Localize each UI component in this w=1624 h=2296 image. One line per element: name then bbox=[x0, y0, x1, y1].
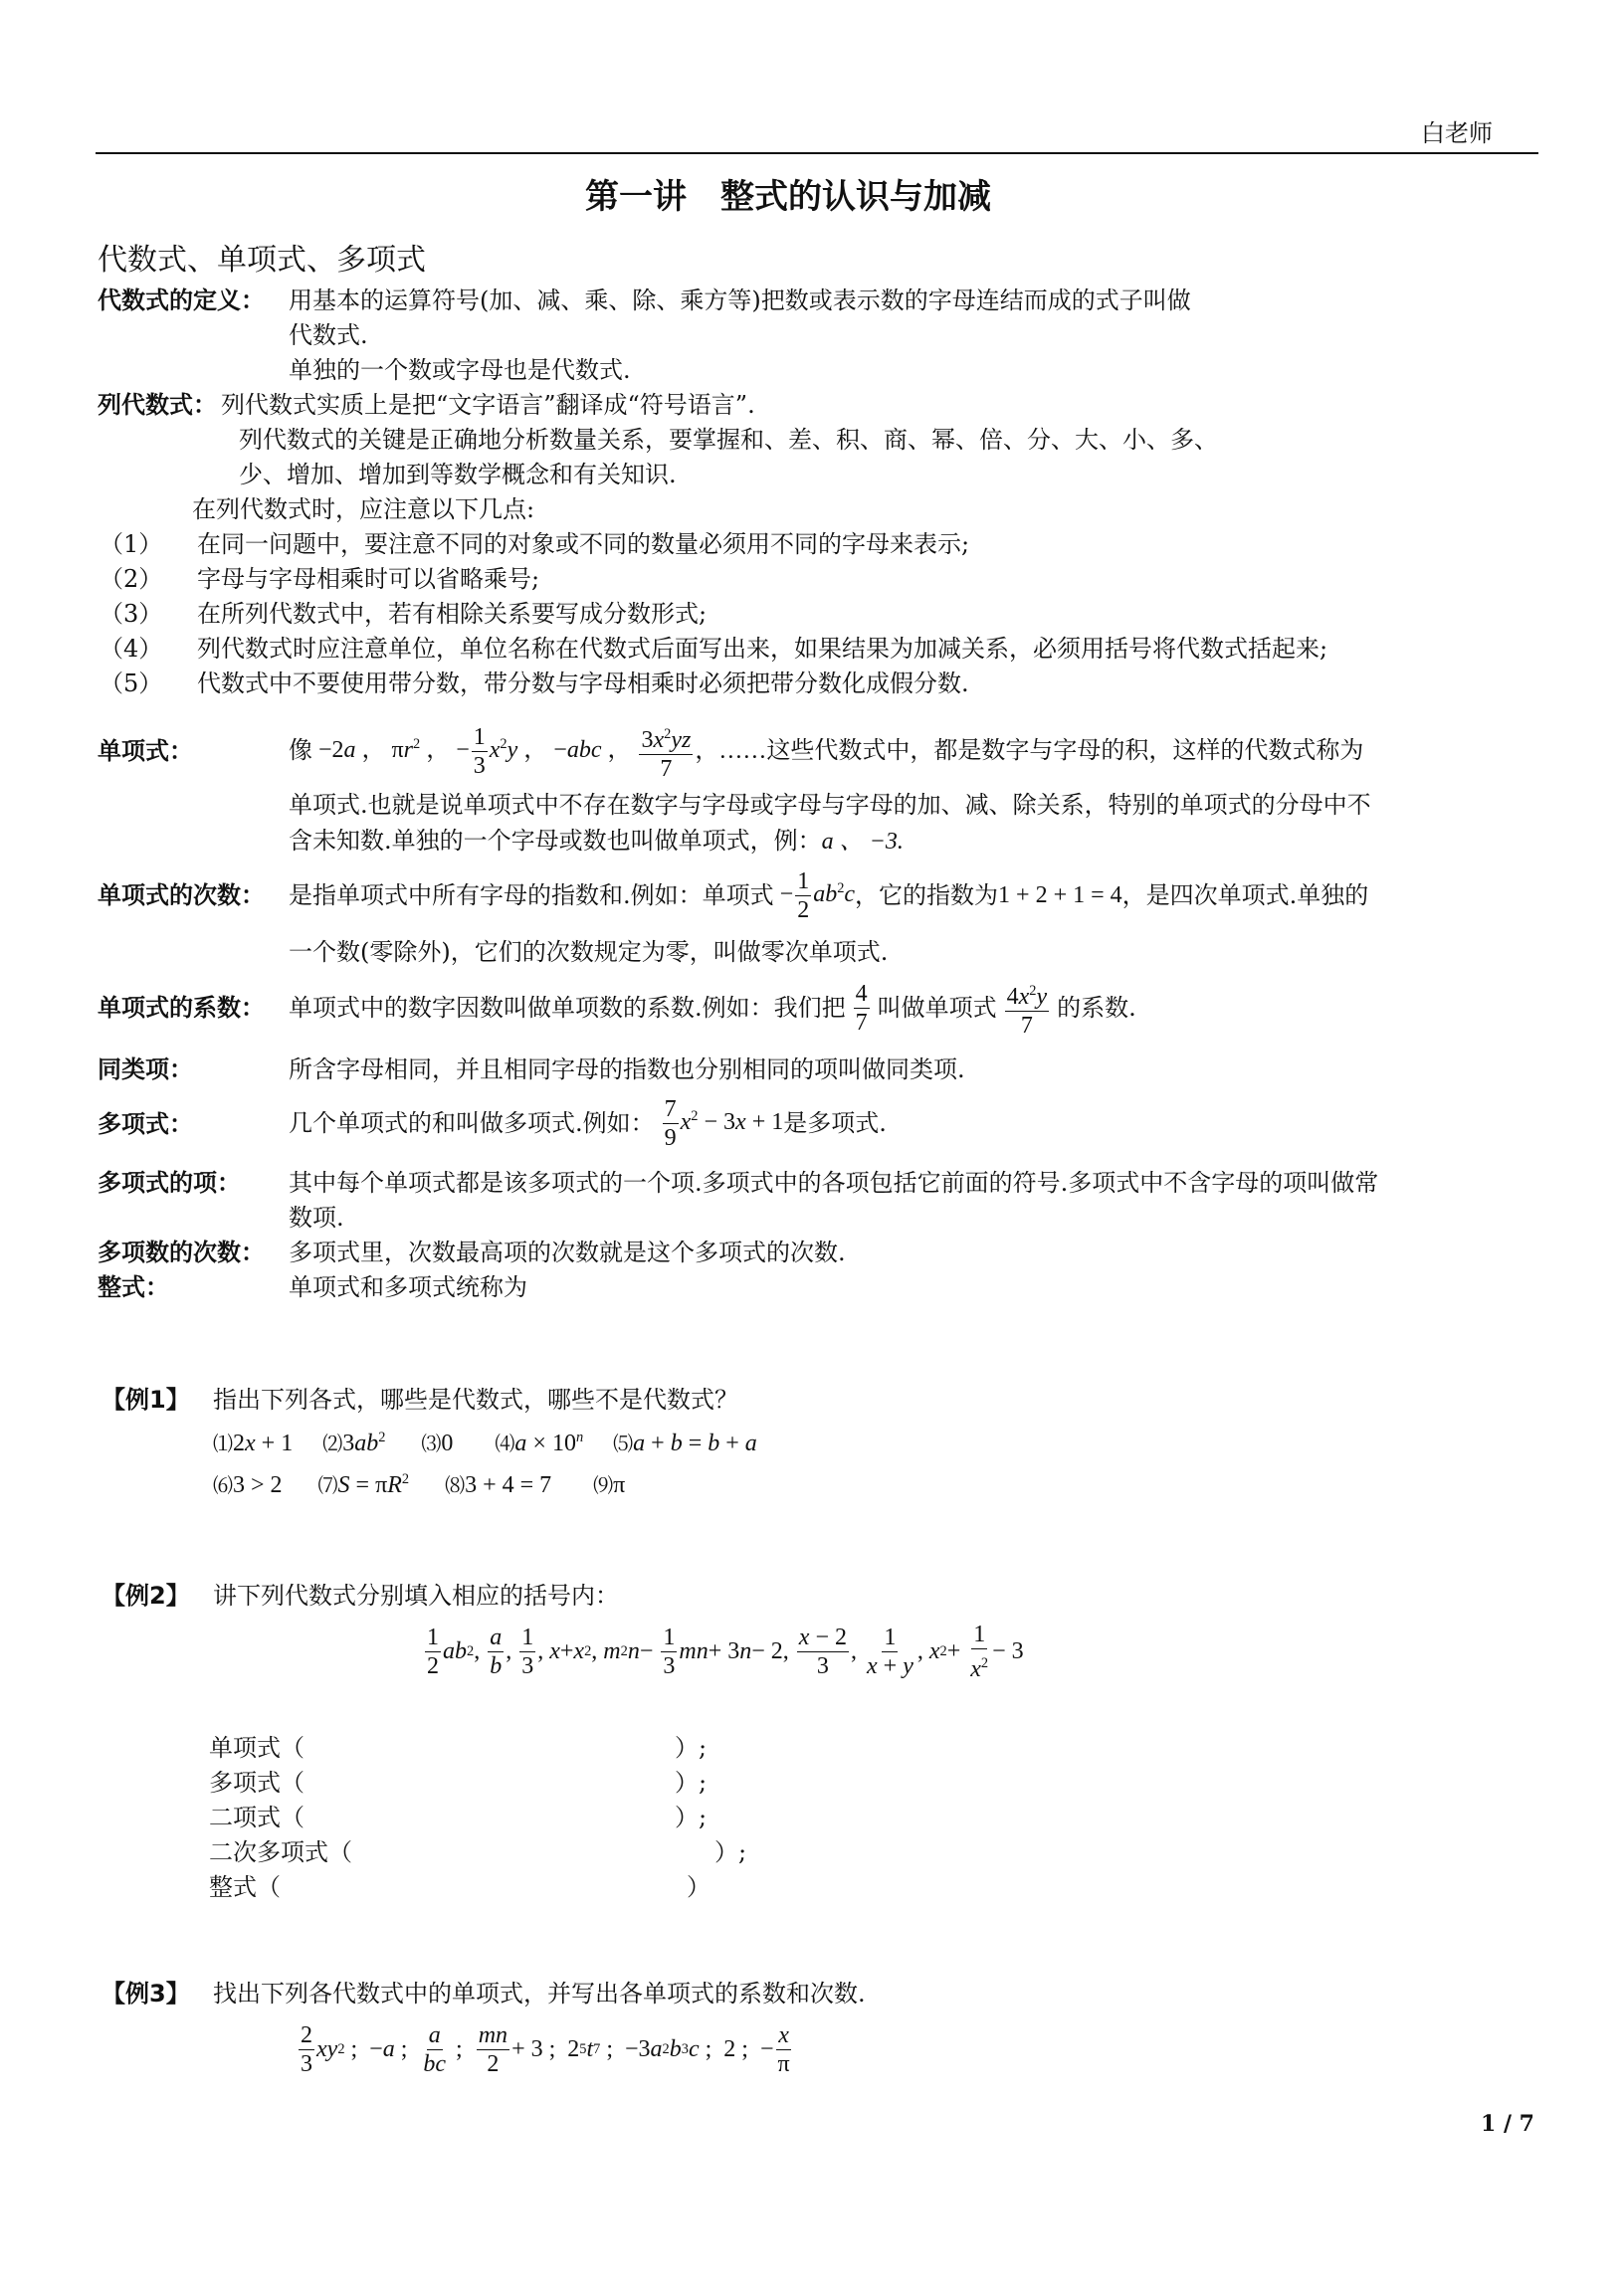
degree-text-a: 是指单项式中所有字母的指数和.例如：单项式 bbox=[289, 881, 774, 909]
monomial-line3-math: a 、 −3. bbox=[821, 829, 904, 855]
item-num: ⑹ bbox=[213, 1475, 233, 1497]
section-heading: 代数式、单项式、多项式 bbox=[98, 243, 426, 278]
item-num: ⑴ bbox=[213, 1434, 233, 1455]
degree-text-c: ，是四次单项式.单独的 bbox=[1121, 881, 1369, 909]
formula: −2a ， $\pi r^2$ ， − $\frac{1}{3}$ $x^2y$ ， −abc ， $\frac{3x^2yz}{7}$ bbox=[312, 720, 695, 783]
blank-close: ）; bbox=[675, 1734, 708, 1762]
def-monomial-line2: 单项式.也就是说单项式中不存在数字与字母或字母与字母的加、减、除关系，特别的单项式的分母中不 bbox=[289, 791, 1371, 819]
example2-expressions: $\frac{1}{2}$ ab 2 , $\frac{a}{b}$ , $\frac{1}{3}$ , x + x 2 , m 2 n − $\frac{1}{3}$ mn + 3 n − 2, $\frac{x - 2}{3}$ , $\frac{1}{x + y}$ , x 2 + $\frac{1}{x^2}$ − 3 bbox=[427, 1621, 1024, 1682]
def-monomial-line3 bbox=[289, 824, 904, 859]
monomial-examples bbox=[289, 714, 1363, 788]
blank-label: 整式（ bbox=[209, 1873, 281, 1901]
item-num: ⑸ bbox=[613, 1434, 634, 1455]
item-num: ⑶ bbox=[421, 1434, 442, 1455]
header-rule bbox=[96, 152, 1538, 154]
example-prompt: 找出下列各代数式中的单项式，并写出各单项式的系数和次数. bbox=[213, 1980, 866, 2008]
term-integral: 整式： bbox=[98, 1273, 169, 1301]
note-text: 字母与字母相乘时可以省略乘号; bbox=[197, 565, 540, 593]
coef-text-c: 的系数. bbox=[1057, 994, 1136, 1022]
coef-text-b: 叫做单项式 bbox=[877, 994, 997, 1022]
def-writing-line3: 少、增加、增加到等数学概念和有关知识. bbox=[239, 461, 677, 488]
blank-close: ）; bbox=[675, 1804, 708, 1831]
def-degree-line1 bbox=[289, 859, 1368, 932]
term-degree: 单项式的次数： bbox=[98, 881, 265, 909]
example3-expressions: $\frac{2}{3}$ xy 2 ; − a ; $\frac{a}{bc}$ ; $\frac{mn}{2}$ + 3 ; 2 5 t 7 ; −3 a 2 b 3 c ; 2 ; − $\frac{x}{\pi}$ bbox=[301, 2021, 790, 2077]
blank-label: 单项式（ bbox=[209, 1734, 304, 1762]
blank-label: 二项式（ bbox=[209, 1804, 304, 1831]
blank-label: 二次多项式（ bbox=[209, 1838, 352, 1866]
term-polynomial: 多项式： bbox=[98, 1110, 193, 1138]
def-poly-terms-line2: 数项. bbox=[289, 1204, 344, 1232]
def-writing-line1: 列代数式实质上是把“文字语言”翻译成“符号语言”. bbox=[221, 391, 755, 419]
note-num: （3） bbox=[100, 600, 163, 628]
term-coefficient: 单项式的系数： bbox=[98, 994, 265, 1022]
note-text: 代数式中不要使用带分数，带分数与字母相乘时必须把带分数化成假分数. bbox=[197, 670, 969, 697]
formula: $\frac{7}{9}$ $x^2 - 3x + 1$ bbox=[664, 1095, 784, 1151]
formula: − $\frac{1}{2}$ $ab^2c$ bbox=[773, 867, 856, 923]
note-num: （1） bbox=[100, 530, 163, 558]
example-prompt: 指出下列各式，哪些是代数式，哪些不是代数式？ bbox=[213, 1386, 738, 1414]
note-text: 在同一问题中，要注意不同的对象或不同的数量必须用不同的字母来表示; bbox=[197, 530, 970, 558]
def-poly-terms-line1: 其中每个单项式都是该多项式的一个项.多项式中的各项包括它前面的符号.多项式中不含字母的项叫做常 bbox=[289, 1169, 1379, 1197]
item-num: ⑻ bbox=[445, 1475, 466, 1497]
def-algebraic-line2: 代数式. bbox=[289, 321, 368, 349]
example-label: 【例2】 bbox=[102, 1582, 190, 1610]
formula: $\frac{4}{7}$ bbox=[855, 980, 868, 1036]
blank-label: 多项式（ bbox=[209, 1769, 304, 1797]
page-number: 1 / 7 bbox=[1481, 2111, 1534, 2137]
note-num: （5） bbox=[100, 670, 163, 697]
blank-close: ）; bbox=[714, 1838, 747, 1866]
term-poly-terms: 多项式的项： bbox=[98, 1169, 241, 1197]
def-like: 所含字母相同，并且相同字母的指数也分别相同的项叫做同类项. bbox=[289, 1055, 965, 1083]
note-text: 在所列代数式中，若有相除关系要写成分数形式; bbox=[197, 600, 708, 628]
item-num: ⑷ bbox=[495, 1434, 515, 1455]
term-algebraic: 代数式的定义： bbox=[98, 287, 265, 314]
item-num: ⑵ bbox=[322, 1434, 343, 1455]
degree-sum: 1 + 2 + 1 = 4 bbox=[998, 882, 1122, 908]
def-writing-line2: 列代数式的关键是正确地分析数量关系，要掌握和、差、积、商、幂、倍、分、大、小、多、 bbox=[239, 426, 1218, 454]
def-polynomial bbox=[289, 1086, 887, 1160]
note-num: （4） bbox=[100, 635, 163, 663]
term-poly-degree: 多项数的次数： bbox=[98, 1239, 265, 1266]
item-num: ⑼ bbox=[593, 1475, 614, 1497]
page-title: 第一讲 整式的认识与加减 bbox=[585, 177, 991, 217]
header-teacher: 白老师 bbox=[1421, 119, 1493, 147]
def-coefficient bbox=[289, 969, 1136, 1047]
def-degree-line2: 一个数(零除外)，它们的次数规定为零，叫做零次单项式. bbox=[289, 938, 889, 966]
def-writing-line4: 在列代数式时，应注意以下几点: bbox=[192, 495, 535, 523]
item-num: ⑺ bbox=[317, 1475, 338, 1497]
blank-close: ）; bbox=[675, 1769, 708, 1797]
poly-text-b: 是多项式. bbox=[783, 1109, 887, 1137]
blank-close: ） bbox=[687, 1873, 710, 1901]
monomial-tail: ，……这些代数式中，都是数字与字母的积，这样的代数式称为 bbox=[695, 738, 1364, 764]
def-algebraic-line3: 单独的一个数或字母也是代数式. bbox=[289, 356, 631, 384]
def-integral: 单项式和多项式统称为 bbox=[289, 1273, 527, 1301]
degree-text-b: ，它的指数为 bbox=[855, 881, 999, 909]
note-text: 列代数式时应注意单位，单位名称在代数式后面写出来，如果结果为加减关系，必须用括号将代数式括起来; bbox=[197, 635, 1328, 663]
def-algebraic-line1: 用基本的运算符号(加、减、乘、除、乘方等)把数或表示数的字母连结而成的式子叫做 bbox=[289, 287, 1191, 314]
example-label: 【例3】 bbox=[102, 1980, 190, 2008]
term-monomial: 单项式： bbox=[98, 737, 193, 765]
coef-text-a: 单项式中的数字因数叫做单项数的系数.例如：我们把 bbox=[289, 994, 846, 1022]
monomial-line3-text: 含未知数.单独的一个字母或数也叫做单项式，例： bbox=[289, 827, 822, 855]
monomial-lead: 像 bbox=[289, 738, 312, 764]
poly-text-a: 几个单项式的和叫做多项式.例如： bbox=[289, 1109, 655, 1137]
def-poly-degree: 多项式里，次数最高项的次数就是这个多项式的次数. bbox=[289, 1239, 846, 1266]
example-label: 【例1】 bbox=[102, 1386, 190, 1414]
example1-row1: ⑴2x + 1 $⑵3ab^2$ ⑶0 ⑷a × $10^n$ ⑸a + b = b + a bbox=[213, 1430, 757, 1456]
example-prompt: 讲下列代数式分别填入相应的括号内： bbox=[213, 1582, 619, 1610]
note-num: （2） bbox=[100, 565, 163, 593]
term-like: 同类项： bbox=[98, 1055, 193, 1083]
example1-row2: ⑹3 > 2 ⑺S = $\pi R^2$ ⑻3 + 4 = 7 ⑼π bbox=[213, 1471, 626, 1498]
term-writing: 列代数式： bbox=[98, 391, 217, 419]
formula: $\frac{4x^2y}{7}$ bbox=[997, 977, 1058, 1040]
